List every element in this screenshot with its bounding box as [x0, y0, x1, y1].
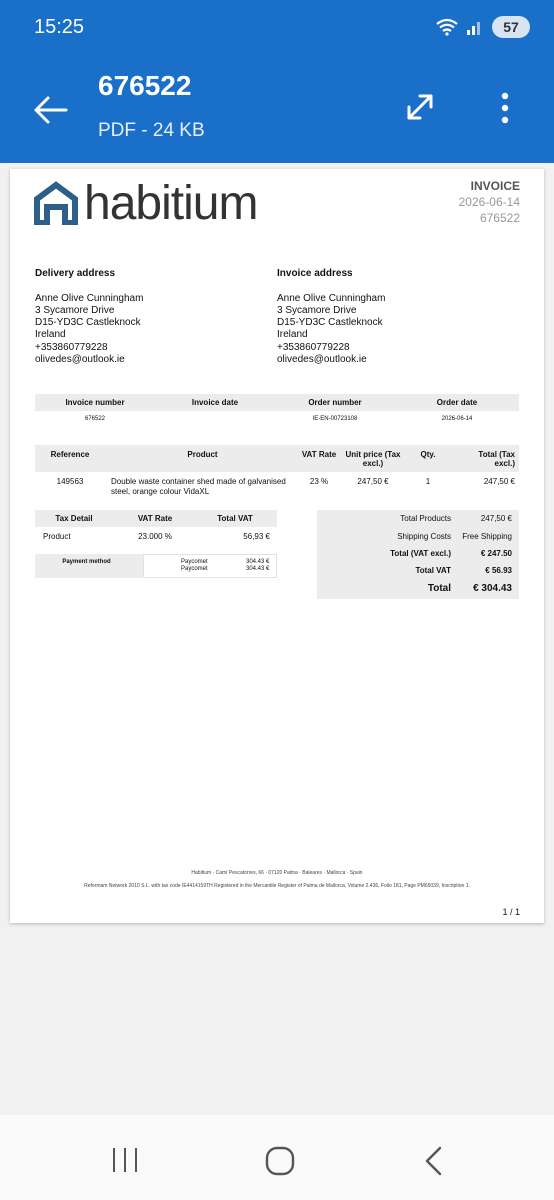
expand-icon[interactable]	[403, 90, 437, 124]
meta-header: Invoice date	[191, 398, 239, 407]
meta-value: IE-EN-00723108	[312, 416, 358, 422]
meta-header: Order date	[436, 398, 478, 407]
totals-label: Total (VAT excl.)	[390, 549, 451, 558]
tax-header: Total VAT	[217, 514, 253, 523]
meta-value: 2026-06-14	[441, 416, 473, 422]
items-header-total: Total (Tax excl.)	[478, 450, 515, 468]
company-logo	[34, 176, 258, 230]
payment-method-label: Payment method	[62, 559, 111, 565]
items-header-qty: Qty.	[420, 450, 436, 459]
back-arrow-icon[interactable]	[30, 90, 70, 130]
invoice-date-header: 2026-06-14	[458, 195, 520, 209]
invoice-addr-line: Ireland	[277, 329, 308, 340]
payment-amount: 304.43 €	[246, 566, 270, 572]
totals-label: Total VAT	[415, 566, 451, 575]
invoice-addr-line: D15-YD3C Castleknock	[277, 317, 383, 328]
tax-row-label: Product	[43, 532, 71, 541]
item-total: 247,50 €	[483, 477, 515, 486]
back-icon[interactable]	[422, 1146, 446, 1176]
delivery-line: 3 Sycamore Drive	[35, 305, 115, 316]
item-qty: 1	[425, 477, 431, 486]
logo-mark-icon	[34, 181, 78, 225]
tax-row-vat: 56,93 €	[243, 532, 270, 541]
items-header-vat: VAT Rate	[301, 450, 337, 459]
battery-icon: 57	[492, 16, 530, 38]
totals-label: Shipping Costs	[397, 532, 451, 541]
item-product: Double waste container shed made of galvanised steel, orange colour VidaXL	[111, 477, 286, 496]
home-icon[interactable]	[264, 1146, 296, 1176]
tax-header: VAT Rate	[137, 514, 173, 523]
payment-amount: 304.43 €	[246, 559, 270, 565]
footer-address: Habitium · Camí Pescatorres, 66 · 07120 Palma · Baleares · Mallorca · Spain	[191, 870, 363, 876]
system-nav-bar	[0, 1115, 554, 1200]
tax-row-rate: 23.000 %	[138, 532, 172, 541]
totals-value: € 247.50	[480, 549, 512, 558]
item-vat: 23 %	[309, 477, 329, 486]
document-title: 676522	[98, 70, 192, 101]
invoice-addr-line: +353860779228	[277, 342, 350, 353]
document-subtitle: PDF - 24 KB	[98, 120, 205, 141]
pdf-page[interactable]	[10, 169, 544, 923]
app-bar	[0, 0, 554, 163]
totals-value: € 56.93	[485, 566, 512, 575]
delivery-address-title: Delivery address	[35, 268, 116, 279]
grand-total-label: Total	[427, 583, 451, 594]
delivery-line: D15-YD3C Castleknock	[35, 317, 141, 328]
recent-apps-icon[interactable]	[110, 1147, 140, 1173]
meta-value: 676522	[84, 416, 106, 422]
wifi-icon	[436, 18, 458, 36]
invoice-addr-line: 3 Sycamore Drive	[277, 305, 357, 316]
status-icons	[436, 16, 530, 38]
invoice-address-title: Invoice address	[277, 268, 353, 279]
totals-label: Total Products	[400, 514, 451, 523]
grand-total-value: € 304.43	[473, 583, 512, 594]
totals-value: 247,50 €	[480, 514, 512, 523]
invoice-label: INVOICE	[470, 179, 520, 193]
items-header-unit: Unit price (Tax excl.)	[345, 450, 401, 468]
delivery-line: +353860779228	[35, 342, 108, 353]
status-time: 15:25	[34, 16, 85, 38]
payment-line: Paycomet	[181, 566, 208, 572]
delivery-line: Ireland	[35, 329, 66, 340]
meta-header: Order number	[308, 398, 362, 407]
item-reference: 149563	[56, 477, 84, 486]
logo-text: habitium	[84, 176, 258, 230]
item-unit-price: 247,50 €	[357, 477, 389, 486]
invoice-addr-line: Anne Olive Cunningham	[277, 293, 386, 304]
more-vert-icon[interactable]	[496, 92, 514, 124]
totals-value: Free Shipping	[462, 532, 512, 541]
page-counter: 1 / 1	[502, 907, 520, 917]
signal-icon	[466, 18, 484, 36]
payment-line: Paycomet	[181, 559, 208, 565]
payment-label-box	[35, 554, 143, 578]
footer-legal: Reformam Network 2010 S.L. with tax code IE4414159TH Registered in the Mercantile Register of Palma de Mallorca, Volume 2.436, Folio 181, Page PM65039, Inscription 1.	[84, 883, 470, 889]
items-header-reference: Reference	[50, 450, 90, 459]
items-header-product: Product	[187, 450, 218, 459]
delivery-line: Anne Olive Cunningham	[35, 293, 144, 304]
invoice-addr-line: olivedes@outlook.ie	[277, 354, 367, 365]
tax-header: Tax Detail	[55, 514, 93, 523]
invoice-number-header: 676522	[479, 211, 520, 225]
delivery-line: olivedes@outlook.ie	[35, 354, 125, 365]
meta-header: Invoice number	[65, 398, 125, 407]
